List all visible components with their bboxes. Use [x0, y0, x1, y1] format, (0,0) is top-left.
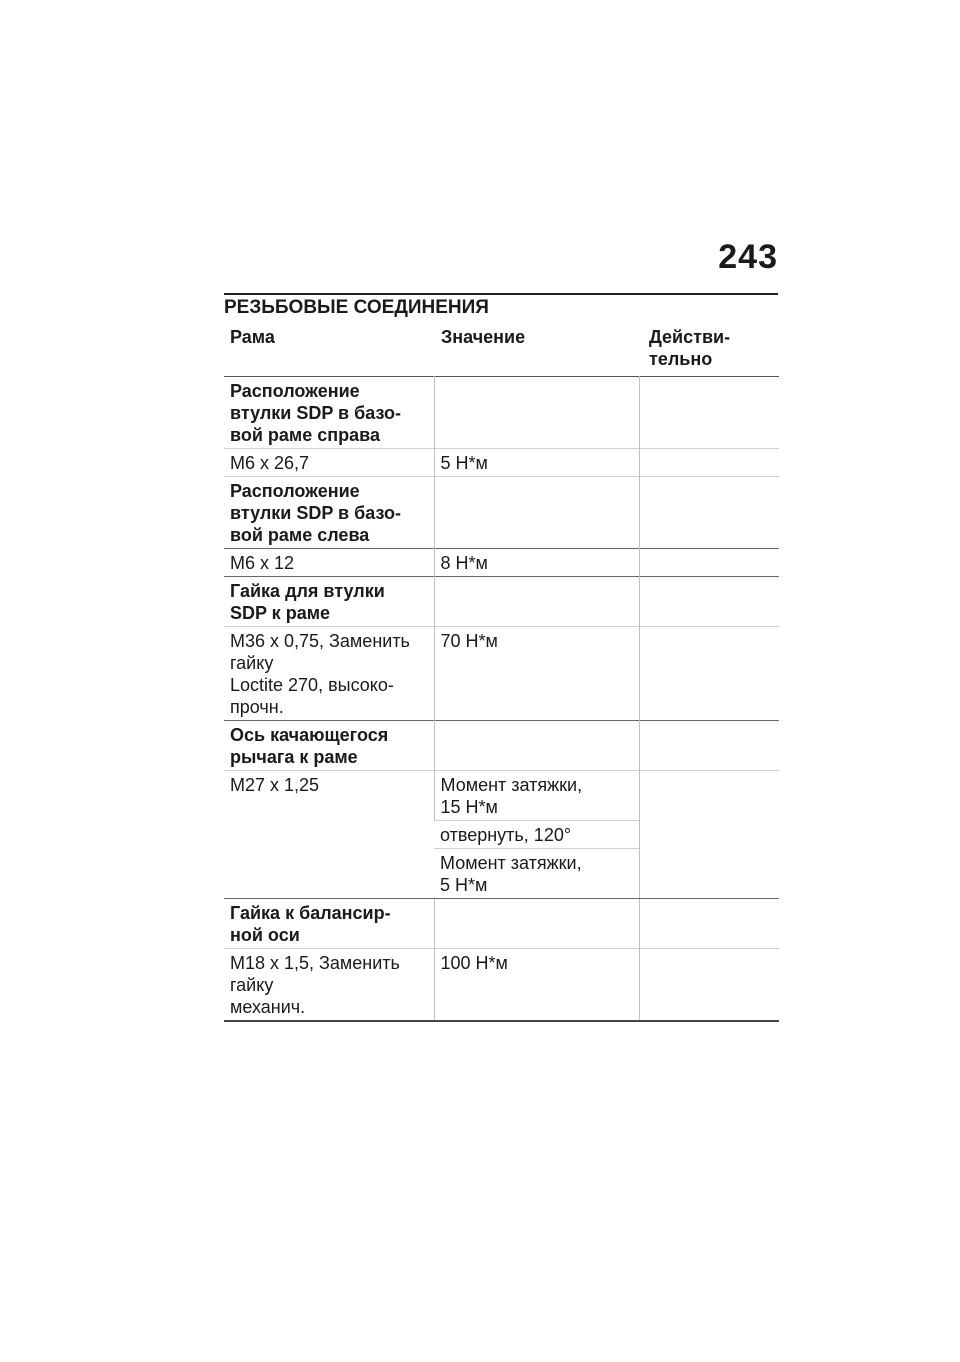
- table-row-item: [224, 577, 779, 627]
- empty-cell: [639, 721, 779, 771]
- empty-cell: [434, 721, 639, 771]
- valid-cell: [639, 449, 779, 477]
- value-cell: 8 Н*м: [434, 549, 639, 577]
- spec-cell: M27 x 1,25: [224, 771, 434, 899]
- table-row-item: [224, 377, 779, 449]
- valid-cell: [639, 627, 779, 721]
- torque-table: [224, 376, 779, 1022]
- value-cell: отвернуть, 120°: [440, 825, 572, 845]
- empty-cell: [434, 899, 639, 949]
- column-header-value: Значение: [441, 327, 526, 347]
- empty-cell: [639, 477, 779, 549]
- section-title: РЕЗЬБОВЫЕ СОЕДИНЕНИЯ: [224, 293, 778, 319]
- table-row-item: [224, 899, 779, 949]
- empty-cell: [434, 477, 639, 549]
- value-cell: 5 Н*м: [434, 449, 639, 477]
- table-row: [224, 449, 779, 477]
- valid-cell: [639, 949, 779, 1022]
- empty-cell: [639, 899, 779, 949]
- item-title: Ось качающегося рычага к раме: [230, 725, 389, 767]
- empty-cell: [434, 577, 639, 627]
- value-cell: Момент затяжки, 15 Н*м: [434, 771, 639, 821]
- column-header-frame: Рама: [230, 327, 275, 347]
- spec-cell: M6 x 26,7: [230, 453, 310, 473]
- table-row-item: [224, 721, 779, 771]
- spec-cell: M6 x 12: [230, 553, 295, 573]
- item-title: Расположение втулки SDP в базо- вой раме справа: [230, 381, 401, 445]
- empty-cell: [639, 377, 779, 449]
- item-title: Гайка для втулки SDP к раме: [230, 581, 385, 623]
- valid-cell: [639, 549, 779, 577]
- spec-cell: M36 x 0,75, Заменить гайку Loctite 270, высоко- прочн.: [230, 631, 410, 717]
- table-row: [224, 949, 779, 1022]
- empty-cell: [434, 377, 639, 449]
- item-title: Гайка к балансир- ной оси: [230, 903, 391, 945]
- table-row-item: [224, 477, 779, 549]
- valid-cell: [639, 771, 779, 899]
- spec-cell: M18 x 1,5, Заменить гайку механич.: [230, 953, 400, 1017]
- column-header-valid: Действи- тельно: [649, 327, 731, 369]
- empty-cell: [639, 577, 779, 627]
- table-row: [224, 627, 779, 721]
- table-row: [224, 549, 779, 577]
- page-number: 243: [718, 238, 778, 276]
- value-cell: 70 Н*м: [434, 627, 639, 721]
- value-cell: 100 Н*м: [434, 949, 639, 1022]
- value-cell: Момент затяжки, 5 Н*м: [440, 853, 582, 895]
- table-row: [224, 771, 779, 821]
- item-title: Расположение втулки SDP в базо- вой раме слева: [230, 481, 401, 545]
